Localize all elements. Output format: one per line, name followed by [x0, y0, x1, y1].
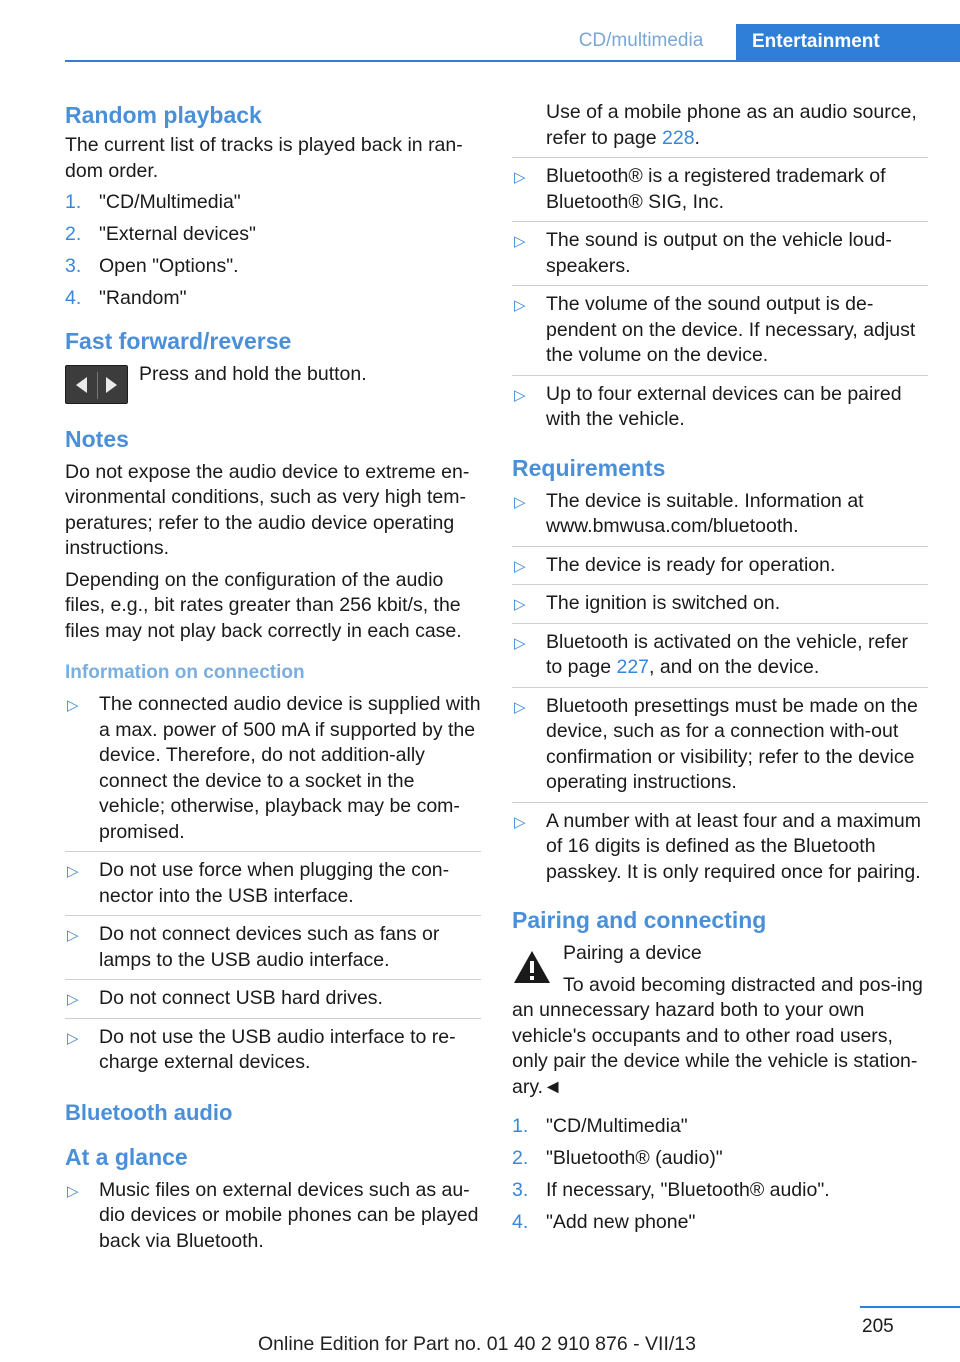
at-a-glance-list: [65, 1178, 481, 1261]
list-item: [512, 591, 928, 624]
triangle-bullet-icon: ▷: [67, 697, 79, 714]
list-item-text: A number with at least four and a maximum of 16 digits is defined as the Bluetooth passkey. It is only required once for pairing.: [546, 809, 922, 883]
step-text: If necessary, "Bluetooth® audio".: [546, 1179, 830, 1201]
list-item: [512, 292, 928, 376]
forward-icon: [106, 377, 117, 393]
fast-forward-heading: Fast forward/reverse: [65, 327, 292, 354]
list-item: [65, 222, 481, 248]
list-item-text: Do not use the USB audio interface to re‐charge external devices.: [99, 1025, 456, 1073]
list-item-text: The connected audio device is supplied with a max. power of 500 mA if supported by the device. Therefore, do not addition‐ally connect the device to a socket in the vehicle; otherwise, playback may be com‐promised.: [99, 693, 481, 843]
triangle-bullet-icon: ▷: [67, 1029, 79, 1047]
triangle-bullet-icon: ▷: [514, 634, 526, 652]
list-item: [512, 1146, 928, 1172]
triangle-bullet-icon: ▷: [514, 233, 526, 250]
page-link[interactable]: 228: [662, 126, 695, 149]
step-number: 4.: [512, 1211, 529, 1233]
list-item: [512, 553, 928, 586]
step-text: "Random": [99, 287, 187, 309]
right-column: [512, 100, 928, 1242]
list-item: [512, 100, 928, 158]
rewind-icon: [76, 377, 87, 393]
triangle-bullet-icon: ▷: [514, 493, 526, 511]
list-item: [65, 254, 481, 280]
pairing-heading: Pairing and connecting: [512, 907, 767, 933]
list-item-text: Bluetooth® is a registered trademark of Bluetooth® SIG, Inc.: [546, 165, 886, 213]
list-item: [512, 1210, 928, 1236]
list-item-text: Use of a mobile phone as an audio source, refer to page: [546, 101, 917, 149]
step-number: 2.: [512, 1147, 529, 1169]
bluetooth-audio-heading: Bluetooth audio: [65, 1099, 233, 1125]
step-number: 3.: [512, 1179, 529, 1201]
step-number: 4.: [65, 287, 82, 309]
triangle-bullet-icon: ▷: [67, 927, 79, 944]
triangle-bullet-icon: ▷: [67, 863, 79, 880]
list-item: [512, 694, 928, 803]
requirements-list: [512, 489, 928, 892]
list-item: [512, 382, 928, 439]
triangle-bullet-icon: ▷: [514, 557, 526, 575]
skip-buttons-icon: [65, 365, 128, 404]
list-item-text: Do not connect USB hard drives.: [99, 987, 383, 1009]
warning-triangle-icon: [512, 949, 552, 985]
list-item-text: Do not connect devices such as fans or lamps to the USB audio interface.: [99, 923, 440, 971]
list-item-text: Music files on external devices such as au‐dio devices or mobile phones can be played back via Bluetooth.: [99, 1178, 479, 1252]
notes-heading: Notes: [65, 425, 129, 452]
list-item: [512, 228, 928, 286]
list-item: [65, 922, 481, 980]
warning-text: To avoid becoming distracted and pos‐ing an unnecessary hazard both to your own vehicle's occupants and to other road users, only pair the device while the vehicle is station‐ary.◄: [512, 973, 923, 1098]
list-item: [512, 630, 928, 688]
list-item: [512, 164, 928, 222]
warning-block: [512, 941, 928, 1100]
step-text: "CD/Multimedia": [546, 1115, 688, 1137]
random-playback-heading: Random playback: [65, 102, 262, 128]
page-header: [0, 0, 960, 62]
left-column: [65, 100, 481, 1266]
warning-heading: Pairing a device: [563, 942, 702, 964]
list-item-text: , and on the device.: [649, 656, 820, 678]
list-item-text: The device is ready for operation.: [546, 553, 836, 576]
list-item: [512, 1114, 928, 1140]
footer-rule: [860, 1306, 960, 1308]
triangle-bullet-icon: ▷: [514, 386, 526, 404]
requirements-heading: Requirements: [512, 454, 666, 481]
fast-forward-text: Press and hold the button.: [139, 362, 367, 385]
random-steps-list: [65, 190, 481, 312]
page-number: 205: [862, 1316, 894, 1337]
list-item-text: The volume of the sound output is de‐pendent on the device. If necessary, adjust the volume on the device.: [546, 293, 916, 366]
triangle-bullet-icon: ▷: [514, 596, 526, 613]
step-text: "External devices": [99, 223, 256, 245]
list-item: [512, 1178, 928, 1204]
step-text: "Bluetooth® (audio)": [546, 1147, 723, 1169]
triangle-bullet-icon: ▷: [67, 991, 79, 1008]
notes-paragraph-2: Depending on the configuration of the audio files, e.g., bit rates greater than 256 kbit/s, the files may not play back correctly in each case.: [65, 568, 462, 642]
triangle-bullet-icon: ▷: [514, 813, 526, 831]
list-item: [65, 692, 481, 852]
button-divider: [97, 372, 98, 399]
random-playback-text: The current list of tracks is played back in ran‐dom order.: [65, 134, 463, 182]
step-number: 1.: [65, 191, 82, 213]
step-number: 3.: [65, 255, 82, 277]
step-text: "CD/Multimedia": [99, 191, 241, 213]
list-item: [512, 489, 928, 547]
list-item-text: Do not use force when plugging the con‐nector into the USB interface.: [99, 859, 450, 907]
list-item-text: The sound is output on the vehicle loud‐speakers.: [546, 229, 892, 277]
list-item: [512, 809, 928, 892]
triangle-bullet-icon: ▷: [67, 1182, 79, 1200]
at-a-glance-heading: At a glance: [65, 1143, 188, 1170]
step-number: 1.: [512, 1115, 529, 1137]
triangle-bullet-icon: ▷: [514, 169, 526, 186]
header-section-label: CD/multimedia: [578, 30, 704, 51]
list-item-text: Up to four external devices can be paired with the vehicle.: [546, 382, 902, 430]
connection-info-heading: Information on connection: [65, 662, 305, 683]
fast-forward-row: [65, 362, 481, 410]
footer-text: Online Edition for Part no. 01 40 2 910 876 - VII/13: [258, 1333, 696, 1355]
list-item: [65, 1178, 481, 1261]
step-text: "Add new phone": [546, 1211, 696, 1233]
list-item: [65, 986, 481, 1019]
list-item: [65, 858, 481, 916]
triangle-bullet-icon: ▷: [514, 698, 526, 716]
header-chapter-tab: Entertainment: [736, 24, 960, 60]
pairing-steps-list: [512, 1114, 928, 1236]
footer-edition: [0, 1333, 960, 1356]
step-text: Open "Options".: [99, 255, 239, 277]
triangle-bullet-icon: ▷: [514, 297, 526, 314]
list-item: [65, 190, 481, 216]
connection-info-list: [65, 692, 481, 1082]
list-item-text: The ignition is switched on.: [546, 592, 781, 614]
list-item: [65, 286, 481, 312]
bluetooth-info-list: [512, 100, 928, 439]
list-item-text: The device is suitable. Information at www.bmwusa.com/bluetooth.: [546, 489, 864, 537]
list-item-text: Bluetooth is activated on the vehicle, refer to page: [546, 630, 909, 678]
page-link[interactable]: 227: [616, 656, 650, 678]
notes-paragraph-1: Do not expose the audio device to extreme en‐vironmental conditions, such as very high tem‐peratures; refer to the audio device operating instructions.: [65, 460, 470, 559]
list-item-text: Bluetooth presettings must be made on the device, such as for a connection with‐out confirmation or visibility; refer to the device operating instructions.: [546, 694, 918, 793]
step-number: 2.: [65, 223, 82, 245]
list-item-text: .: [694, 126, 700, 149]
header-rule: [65, 60, 960, 62]
list-item: [65, 1025, 481, 1082]
